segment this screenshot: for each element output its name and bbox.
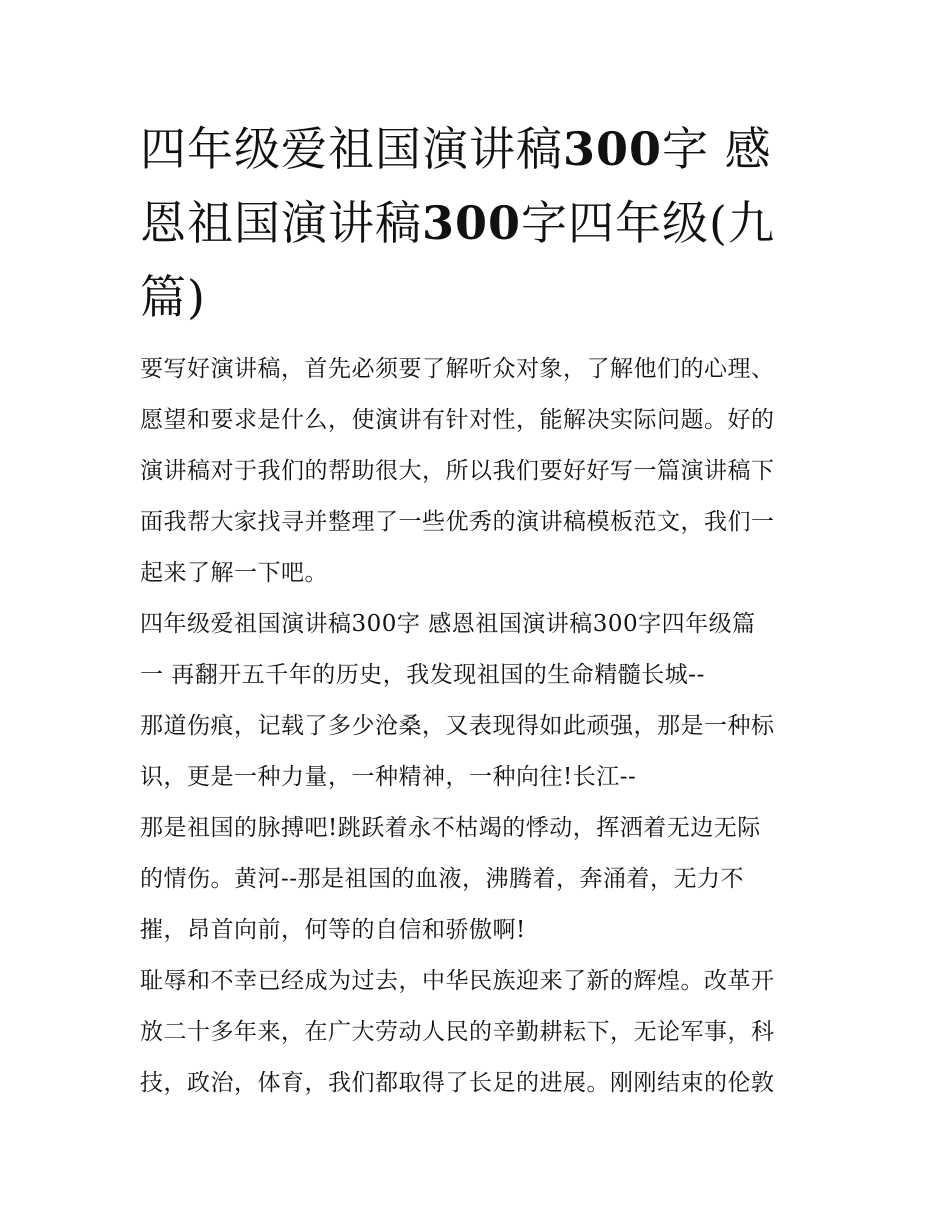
text-line: 愿望和要求是什么，使演讲有针对性，能解决实际问题。好的 xyxy=(140,407,775,433)
text-line: 摧，昂首向前，何等的自信和骄傲啊! xyxy=(140,917,526,943)
document-page xyxy=(140,112,820,1109)
title-line: 恩祖国演讲稿300字四年级(九 xyxy=(140,196,775,250)
text-line: 的情伤。黄河--那是祖国的血液，沸腾着，奔涌着，无力不 xyxy=(140,866,745,892)
title-line: 篇) xyxy=(140,270,206,324)
text-line: 识，更是一种力量，一种精神，一种向往!长江-- xyxy=(140,764,637,790)
text-line: 四年级爱祖国演讲稿300字 感恩祖国演讲稿300字四年级篇 xyxy=(140,611,756,637)
body-paragraph xyxy=(140,701,820,803)
text-line: 一 再翻开五千年的历史，我发现祖国的生命精髓长城-- xyxy=(140,662,705,688)
title-line: 四年级爱祖国演讲稿300字 感 xyxy=(140,122,772,176)
text-line: 演讲稿对于我们的帮助很大，所以我们要好好写一篇演讲稿下 xyxy=(140,458,775,484)
text-line: 起来了解一下吧。 xyxy=(140,560,328,586)
text-line: 那是祖国的脉搏吧!跳跃着永不枯竭的悸动，挥洒着无边无际 xyxy=(140,815,761,841)
document-title xyxy=(140,112,820,334)
text-line: 那道伤痕，记载了多少沧桑，又表现得如此顽强，那是一种标 xyxy=(140,713,775,739)
essay-heading-paragraph xyxy=(140,599,820,701)
intro-paragraph xyxy=(140,344,820,599)
text-line: 耻辱和不幸已经成为过去，中华民族迎来了新的辉煌。改革开 xyxy=(140,968,775,994)
text-line: 要写好演讲稿，首先必须要了解听众对象，了解他们的心理、 xyxy=(140,356,775,382)
text-line: 面我帮大家找寻并整理了一些优秀的演讲稿模板范文，我们一 xyxy=(140,509,775,535)
body-paragraph xyxy=(140,803,820,956)
body-paragraph xyxy=(140,956,820,1109)
text-line: 技，政治，体育，我们都取得了长足的进展。刚刚结束的伦敦 xyxy=(140,1070,775,1096)
text-line: 放二十多年来，在广大劳动人民的辛勤耕耘下，无论军事，科 xyxy=(140,1019,775,1045)
